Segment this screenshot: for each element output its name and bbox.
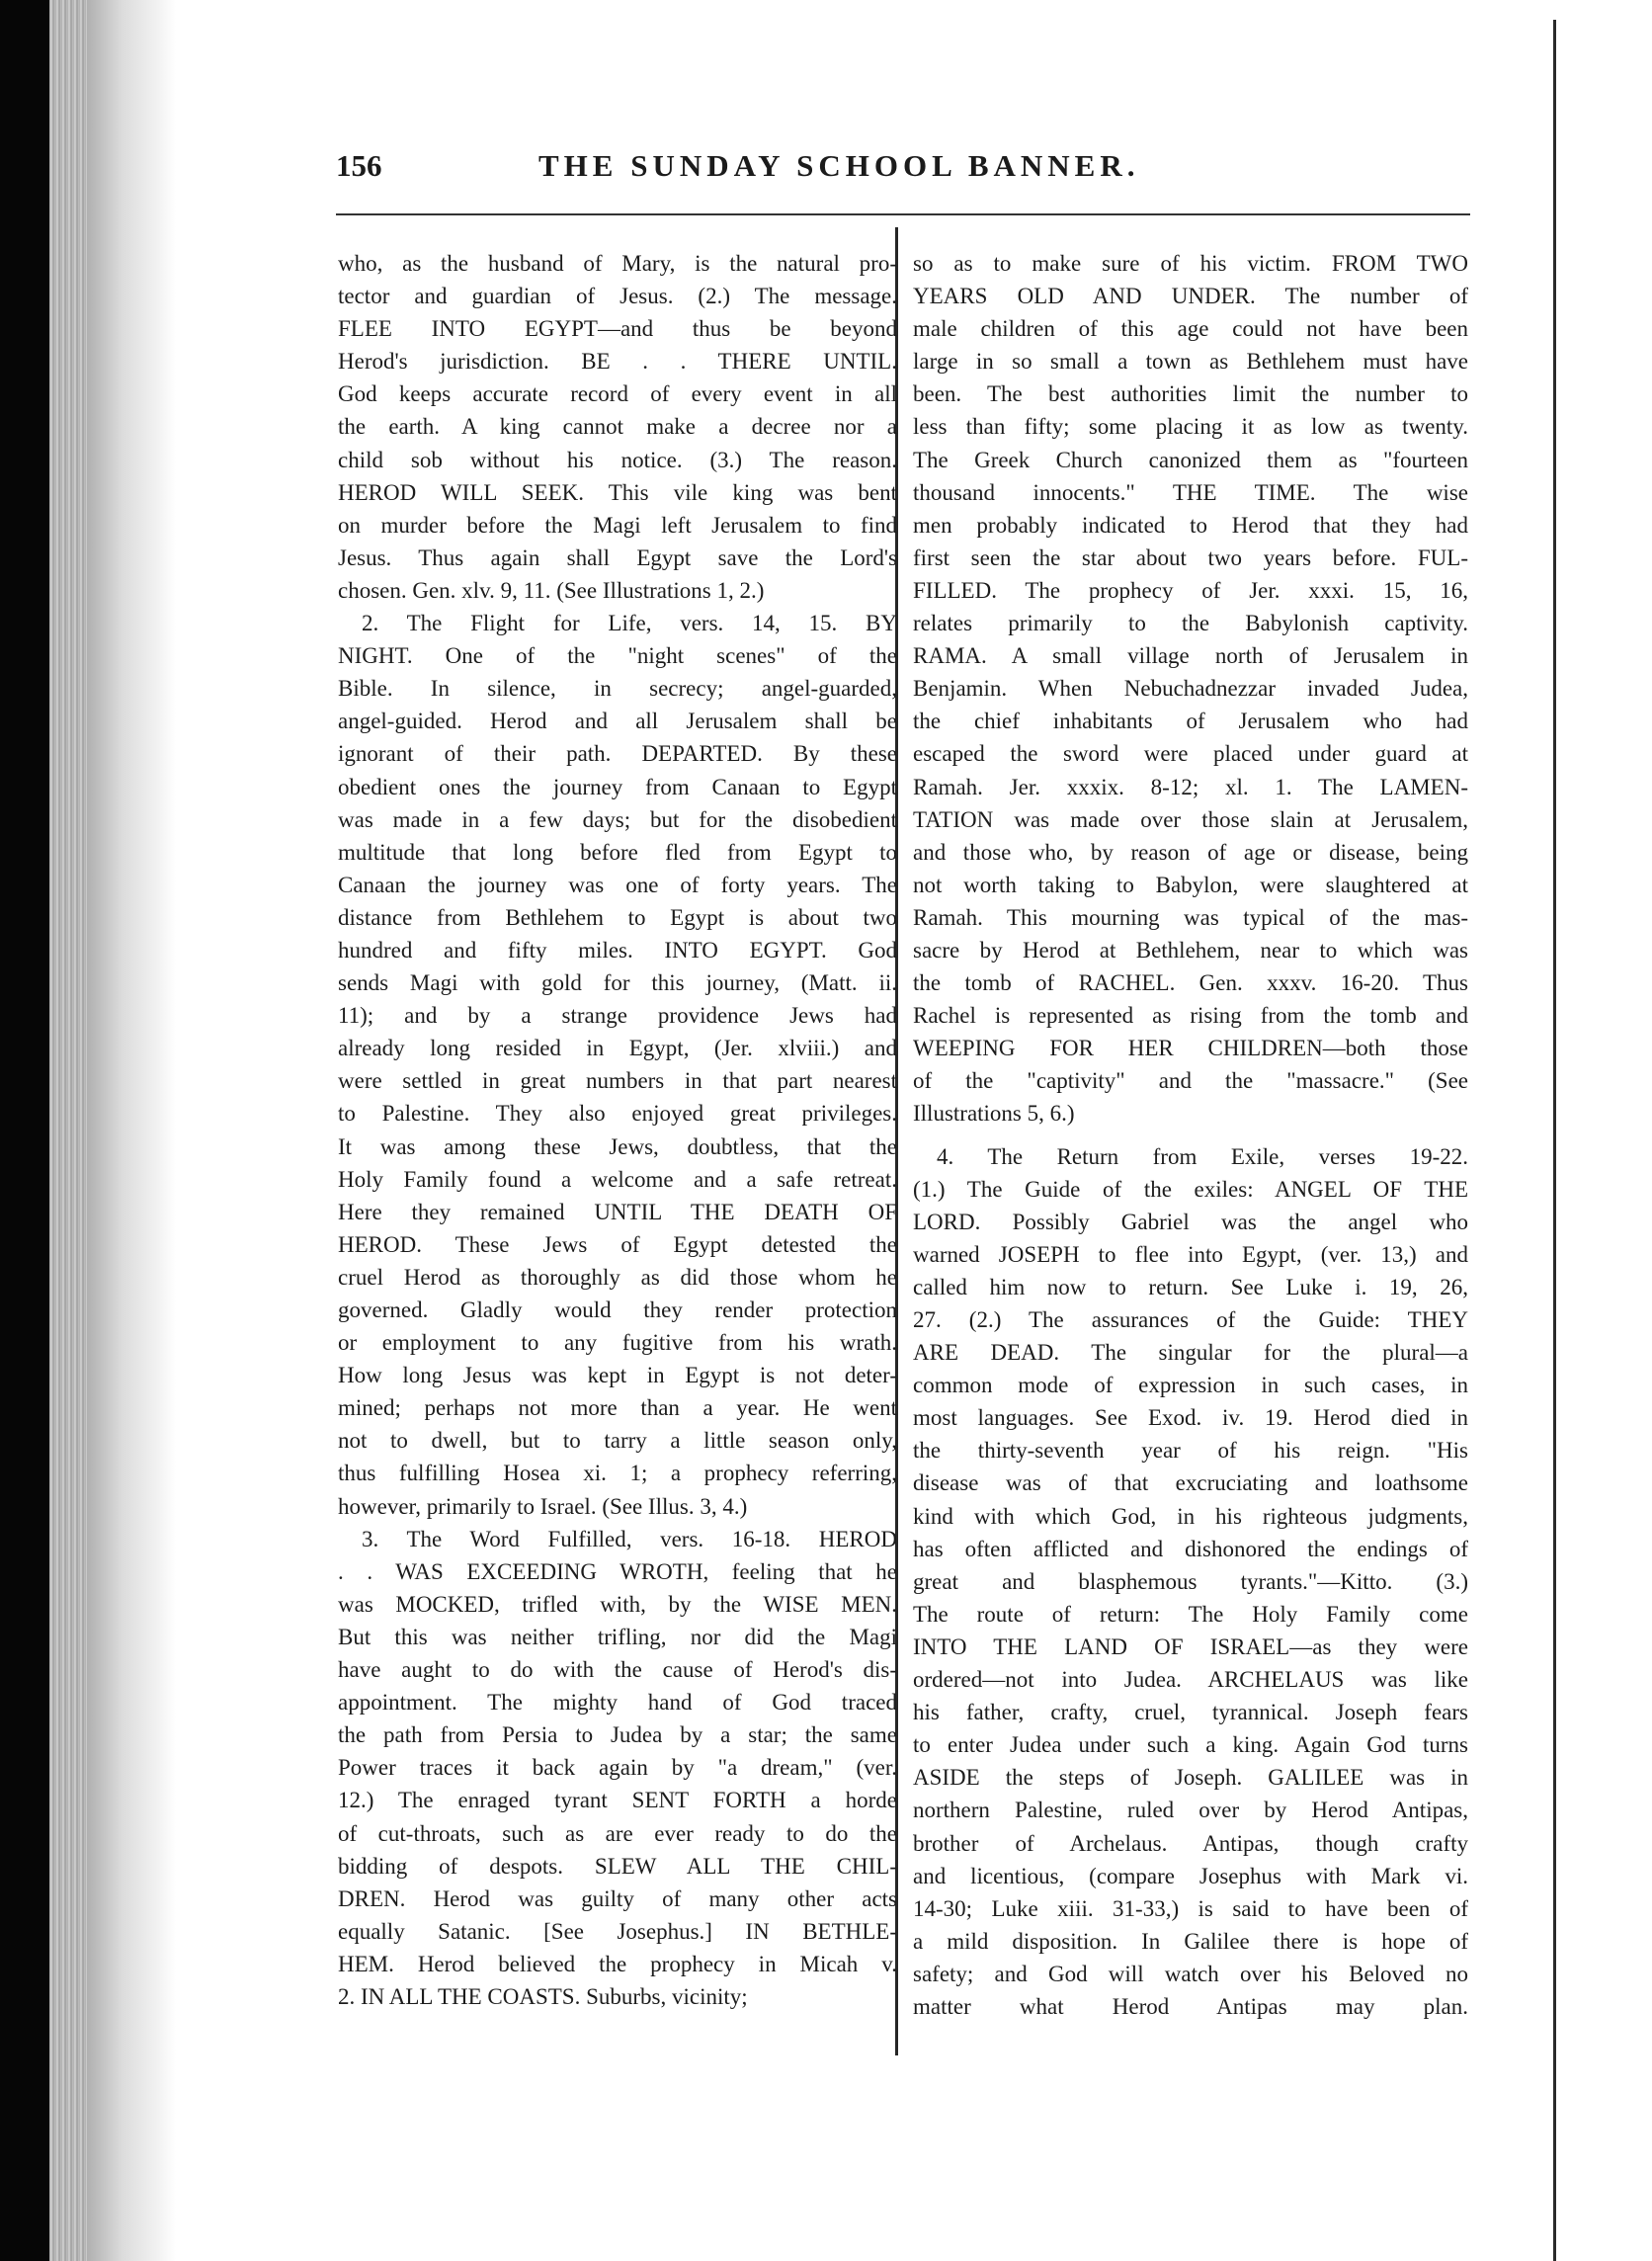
page-number: 156	[336, 148, 382, 183]
facing-page-gap	[1549, 0, 1652, 2261]
text-line: northern Palestine, ruled over by Herod Antipas,	[913, 1798, 1468, 1823]
text-line: distance from Bethlehem to Egypt is about two	[338, 904, 897, 930]
text-line: large in so small a town as Bethlehem must have	[913, 349, 1468, 375]
text-line: less than fifty; some placing it as low as twenty.	[913, 414, 1468, 440]
text-line: safety; and God will watch over his Beloved no	[913, 1961, 1468, 1986]
text-line: on murder before the Magi left Jerusalem to find	[338, 512, 897, 538]
text-line: already long resided in Egypt, (Jer. xlviii.) and	[338, 1036, 897, 1061]
running-title: THE SUNDAY SCHOOL BANNER.	[538, 148, 1140, 183]
text-line: was MOCKED, trifled with, by the WISE MEN.	[338, 1591, 897, 1617]
text-line: ASIDE the steps of Joseph. GALILEE was in	[913, 1765, 1468, 1791]
text-line: Rachel is represented as rising from the tomb and	[913, 1003, 1468, 1029]
text-line: was made in a few days; but for the disobedient	[338, 806, 897, 832]
text-line: male children of this age could not have been	[913, 316, 1468, 342]
text-line: INTO THE LAND OF ISRAEL—as they were	[913, 1633, 1468, 1659]
text-line: governed. Gladly would they render protection	[338, 1298, 897, 1322]
text-line: 3. The Word Fulfilled, vers. 16-18. HEROD	[362, 1526, 897, 1551]
paragraph-gap	[913, 1130, 1468, 1140]
book-page-edges	[49, 0, 87, 2261]
text-line: TATION was made over those slain at Jerusalem,	[913, 806, 1468, 832]
text-line: 27. (2.) The assurances of the Guide: THEY	[913, 1307, 1468, 1332]
text-line: the thirty-seventh year of his reign. "His	[913, 1438, 1468, 1464]
text-line: RAMA. A small village north of Jerusalem in	[913, 643, 1468, 669]
text-line: 2. IN ALL THE COASTS. Suburbs, vicinity;	[338, 1983, 748, 2009]
text-line: HEROD. These Jews of Egypt detested the	[338, 1231, 897, 1257]
text-line: 2. The Flight for Life, vers. 14, 15. BY	[362, 611, 897, 636]
text-line: HEM. Herod believed the prophecy in Micah v.	[338, 1951, 897, 1976]
text-line: HEROD WILL SEEK. This vile king was bent	[338, 479, 897, 505]
text-line: however, primarily to Israel. (See Illus. 3, 4.)	[338, 1493, 748, 1519]
text-line: Ramah. This mourning was typical of the mas-	[913, 904, 1468, 930]
text-line: Benjamin. When Nebuchadnezzar invaded Judea,	[913, 676, 1468, 702]
text-line: tector and guardian of Jesus. (2.) The message.	[338, 284, 897, 309]
text-line: YEARS OLD AND UNDER. The number of	[913, 284, 1468, 309]
text-line: escaped the sword were placed under guard at	[913, 741, 1468, 767]
text-line: common mode of expression in such cases, in	[913, 1373, 1468, 1398]
header-rule	[336, 213, 1470, 215]
facing-page-edge	[1553, 20, 1556, 2261]
text-line: ARE DEAD. The singular for the plural—a	[913, 1340, 1468, 1366]
text-line: 4. The Return from Exile, verses 19-22.	[937, 1143, 1468, 1169]
text-line: sacre by Herod at Bethlehem, near to which was	[913, 937, 1468, 963]
text-line: 12.) The enraged tyrant SENT FORTH a horde	[338, 1788, 897, 1813]
text-line: But this was neither trifling, nor did the Magi	[338, 1624, 897, 1649]
text-line: to Palestine. They also enjoyed great privileges.	[338, 1101, 897, 1127]
text-line: Power traces it back again by "a dream," (ver.	[338, 1755, 897, 1781]
text-line: Canaan the journey was one of forty years. The	[338, 872, 897, 897]
text-line: not to dwell, but to tarry a little season only,	[338, 1428, 897, 1454]
text-line: and those who, by reason of age or disease, being	[913, 839, 1468, 865]
text-line: thousand innocents." THE TIME. The wise	[913, 479, 1468, 505]
text-line: or employment to any fugitive from his wrath.	[338, 1330, 897, 1356]
text-line: thus fulfilling Hosea xi. 1; a prophecy referring,	[338, 1461, 897, 1486]
text-line: most languages. See Exod. iv. 19. Herod died in	[913, 1405, 1468, 1431]
text-line: the tomb of RACHEL. Gen. xxxv. 16-20. Thus	[913, 970, 1468, 996]
text-line: ordered—not into Judea. ARCHELAUS was like	[913, 1667, 1468, 1693]
text-line: sends Magi with gold for this journey, (Matt. ii.	[338, 970, 897, 996]
text-line: The route of return: The Holy Family come	[913, 1601, 1468, 1627]
text-line: God keeps accurate record of every event in all	[338, 381, 897, 407]
text-line: (1.) The Guide of the exiles: ANGEL OF THE	[913, 1176, 1468, 1202]
text-line: chosen. Gen. xlv. 9, 11. (See Illustrations 1, 2.)	[338, 577, 765, 603]
text-line: NIGHT. One of the "night scenes" of the	[338, 643, 897, 669]
text-line: Here they remained UNTIL THE DEATH OF	[338, 1199, 897, 1224]
text-line: not worth taking to Babylon, were slaughtered at	[913, 872, 1468, 897]
text-line: WEEPING FOR HER CHILDREN—both those	[913, 1036, 1468, 1061]
text-line: of the "captivity" and the "massacre." (See	[913, 1068, 1468, 1094]
text-line: matter what Herod Antipas may plan.	[913, 1993, 1468, 2019]
text-line: the chief inhabitants of Jerusalem who had	[913, 709, 1468, 734]
text-line: appointment. The mighty hand of God traced	[338, 1690, 897, 1716]
text-line: so as to make sure of his victim. FROM TWO	[913, 251, 1468, 276]
text-line: hundred and fifty miles. INTO EGYPT. God	[338, 937, 897, 963]
scan-dark-edge	[0, 0, 49, 2261]
text-line: great and blasphemous tyrants."—Kitto. (3.)	[913, 1568, 1468, 1594]
text-line: The Greek Church canonized them as "fourteen	[913, 447, 1468, 472]
text-line: the path from Persia to Judea by a star; the same	[338, 1722, 897, 1748]
spine-shadow	[87, 0, 176, 2261]
text-line: men probably indicated to Herod that they had	[913, 512, 1468, 538]
text-line: kind with which God, in his righteous judgments,	[913, 1503, 1468, 1529]
text-line: It was among these Jews, doubtless, that the	[338, 1133, 897, 1159]
text-line: have aught to do with the cause of Herod's dis-	[338, 1657, 897, 1683]
text-line: Bible. In silence, in secrecy; angel-guarded,	[338, 676, 897, 702]
text-line: child sob without his notice. (3.) The reason.	[338, 447, 897, 472]
text-line: Illustrations 5, 6.)	[913, 1101, 1075, 1127]
text-line: the earth. A king cannot make a decree nor a	[338, 414, 897, 440]
text-line: of cut-throats, such as are ever ready to do the	[338, 1820, 897, 1846]
text-line: and licentious, (compare Josephus with Mark vi.	[913, 1863, 1468, 1888]
text-line: mined; perhaps not more than a year. He went	[338, 1395, 897, 1421]
text-line: his father, crafty, cruel, tyrannical. Joseph fears	[913, 1700, 1468, 1725]
text-line: disease was of that excruciating and loathsome	[913, 1470, 1468, 1496]
text-line: . . WAS EXCEEDING WROTH, feeling that he	[338, 1558, 897, 1584]
text-line: LORD. Possibly Gabriel was the angel who	[913, 1209, 1468, 1234]
text-line: been. The best authorities limit the number to	[913, 381, 1468, 407]
text-line: first seen the star about two years before. FUL-	[913, 544, 1468, 570]
left-column	[338, 247, 897, 2013]
text-line: multitude that long before fled from Egypt to	[338, 839, 897, 865]
text-line: bidding of despots. SLEW ALL THE CHIL-	[338, 1853, 897, 1879]
text-line: Ramah. Jer. xxxix. 8-12; xl. 1. The LAMEN-	[913, 774, 1468, 799]
text-line: Herod's jurisdiction. BE . . THERE UNTIL.	[338, 349, 897, 375]
text-line: cruel Herod as thoroughly as did those whom he	[338, 1264, 897, 1290]
text-line: 11); and by a strange providence Jews had	[338, 1003, 897, 1029]
text-line: FLEE INTO EGYPT—and thus be beyond	[338, 316, 897, 342]
right-column	[913, 247, 1468, 2023]
text-line: brother of Archelaus. Antipas, though crafty	[913, 1830, 1468, 1856]
text-line: has often afflicted and dishonored the endings of	[913, 1536, 1468, 1561]
text-line: called him now to return. See Luke i. 19, 26,	[913, 1274, 1468, 1299]
text-line: were settled in great numbers in that part nearest	[338, 1068, 897, 1094]
text-line: How long Jesus was kept in Egypt is not deter-	[338, 1363, 897, 1388]
text-line: relates primarily to the Babylonish captivity.	[913, 611, 1468, 636]
text-line: Holy Family found a welcome and a safe retreat.	[338, 1166, 897, 1192]
text-line: to enter Judea under such a king. Again God turns	[913, 1732, 1468, 1758]
text-line: who, as the husband of Mary, is the natural pro-	[338, 251, 897, 276]
text-line: equally Satanic. [See Josephus.] IN BETHLE-	[338, 1918, 897, 1944]
text-line: 14-30; Luke xiii. 31-33,) is said to have been of	[913, 1895, 1468, 1921]
text-line: FILLED. The prophecy of Jer. xxxi. 15, 16,	[913, 577, 1468, 603]
text-line: obedient ones the journey from Canaan to Egypt	[338, 774, 897, 799]
text-line: Jesus. Thus again shall Egypt save the Lord's	[338, 544, 897, 570]
text-line: ignorant of their path. DEPARTED. By these	[338, 741, 897, 767]
text-line: warned JOSEPH to flee into Egypt, (ver. 13,) and	[913, 1241, 1468, 1267]
text-line: DREN. Herod was guilty of many other acts	[338, 1885, 897, 1911]
text-line: angel-guided. Herod and all Jerusalem shall be	[338, 709, 897, 734]
text-line: a mild disposition. In Galilee there is hope of	[913, 1928, 1468, 1954]
